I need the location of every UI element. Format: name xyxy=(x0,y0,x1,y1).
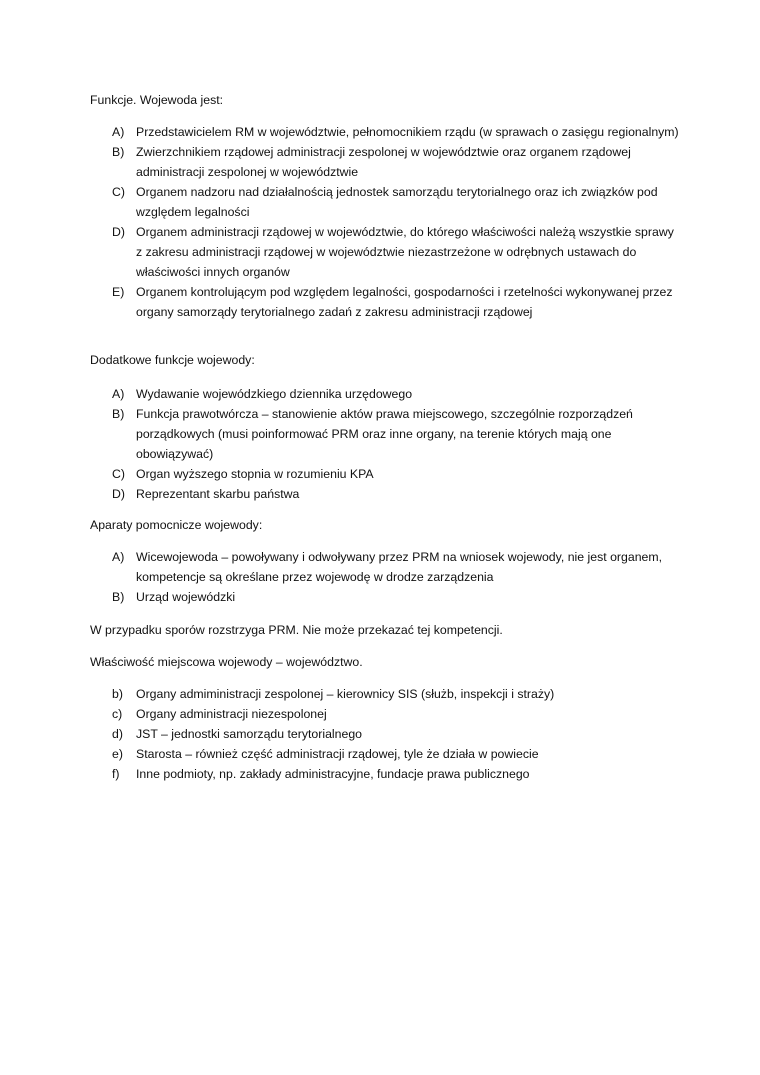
list-item xyxy=(90,122,680,142)
list-item xyxy=(90,484,680,504)
section-heading-functions: Funkcje. Wojewoda jest: xyxy=(90,93,224,107)
list-marker: A) xyxy=(112,125,125,139)
list-item-text: Organy administracji niezespolonej xyxy=(136,707,327,721)
list-item xyxy=(90,182,680,222)
list-item-text: Organem nadzoru nad działalnością jednostek samorządu terytorialnego oraz ich związków pod względem legalności xyxy=(136,185,658,219)
list-item xyxy=(90,684,680,704)
list-marker: E) xyxy=(112,285,125,299)
list-item xyxy=(90,764,680,784)
list-marker: A) xyxy=(112,550,125,564)
list-item-text: JST – jednostki samorządu terytorialnego xyxy=(136,727,363,741)
list-item xyxy=(90,587,680,607)
list-marker: C) xyxy=(112,467,125,481)
list-item xyxy=(90,744,680,764)
list-item-text: Reprezentant skarbu państwa xyxy=(136,487,300,501)
list-item-text: Przedstawicielem RM w województwie, pełnomocnikiem rządu (w sprawach o zasięgu regionalnym) xyxy=(136,125,679,139)
list-item-text: Funkcja prawotwórcza – stanowienie aktów prawa miejscowego, szczególnie rozporządzeń porządkowych (musi poinformować PRM oraz inne organy, na terenie których mają one obowiązywać) xyxy=(136,407,633,461)
list-marker: c) xyxy=(112,707,123,721)
paragraph-jurisdiction: Właściwość miejscowa wojewody – województwo. xyxy=(90,655,363,669)
additional-functions-list xyxy=(90,384,680,504)
list-item xyxy=(90,222,680,282)
list-item xyxy=(90,384,680,404)
list-item xyxy=(90,404,680,464)
list-item-text: Wydawanie wojewódzkiego dziennika urzędowego xyxy=(136,387,413,401)
list-item-text: Organ wyższego stopnia w rozumieniu KPA xyxy=(136,467,374,481)
list-item xyxy=(90,464,680,484)
functions-list xyxy=(90,122,680,322)
list-item xyxy=(90,282,680,322)
auxiliary-bodies-list xyxy=(90,547,680,607)
list-marker: b) xyxy=(112,687,123,701)
list-marker: D) xyxy=(112,225,125,239)
list-item-text: Inne podmioty, np. zakłady administracyjne, fundacje prawa publicznego xyxy=(136,767,530,781)
list-marker: D) xyxy=(112,487,125,501)
list-item xyxy=(90,142,680,182)
list-item-text: Organem administracji rządowej w województwie, do którego właściwości należą wszystkie sprawy z zakresu administracji rządowej w województwie niezastrzeżone w odrębnych ustawach do właściwości innych organów xyxy=(136,225,674,279)
list-item-text: Wicewojewoda – powoływany i odwoływany przez PRM na wniosek wojewody, nie jest organem, kompetencje są określane przez wojewodę w drodze zarządzenia xyxy=(136,550,663,584)
list-item xyxy=(90,704,680,724)
list-marker: f) xyxy=(112,767,120,781)
list-marker: B) xyxy=(112,145,125,159)
list-item xyxy=(90,547,680,587)
list-marker: d) xyxy=(112,727,123,741)
paragraph-disputes: W przypadku sporów rozstrzyga PRM. Nie może przekazać tej kompetencji. xyxy=(90,623,503,637)
organs-list xyxy=(90,684,680,784)
list-item-text: Zwierzchnikiem rządowej administracji zespolonej w województwie oraz organem rządowej administracji zespolonej w województwie xyxy=(136,145,631,179)
section-heading-auxiliary-bodies: Aparaty pomocnicze wojewody: xyxy=(90,518,263,532)
list-marker: A) xyxy=(112,387,125,401)
list-marker: B) xyxy=(112,590,125,604)
list-item-text: Starosta – również część administracji rządowej, tyle że działa w powiecie xyxy=(136,747,539,761)
list-marker: e) xyxy=(112,747,123,761)
list-item xyxy=(90,724,680,744)
list-marker: B) xyxy=(112,407,125,421)
list-item-text: Urząd wojewódzki xyxy=(136,590,236,604)
list-item-text: Organem kontrolującym pod względem legalności, gospodarności i rzetelności wykonywanej przez organy samorządy terytorialnego zadań z zakresu administracji rządowej xyxy=(136,285,673,319)
list-item-text: Organy admiministracji zespolonej – kierownicy SIS (służb, inspekcji i straży) xyxy=(136,687,555,701)
section-heading-additional-functions: Dodatkowe funkcje wojewody: xyxy=(90,353,255,367)
list-marker: C) xyxy=(112,185,125,199)
